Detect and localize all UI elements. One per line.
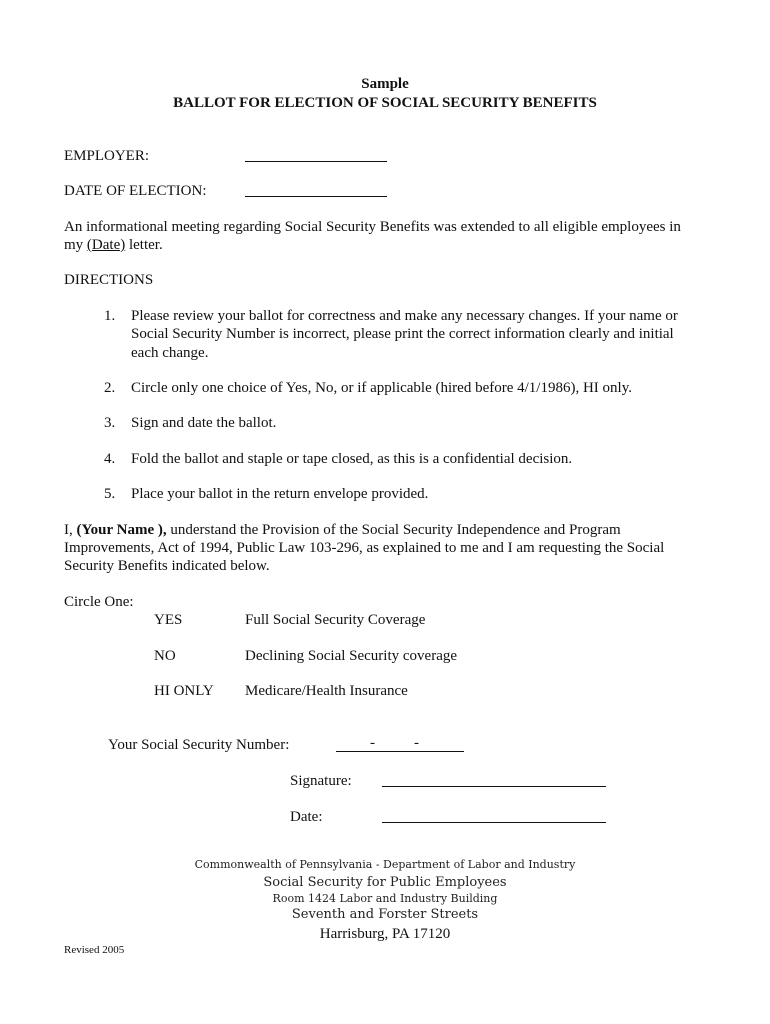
date-of-election-field[interactable] (245, 182, 387, 197)
direction-5-text: Place your ballot in the return envelope provided. (131, 486, 429, 502)
choice-hi-only-description: Medicare/Health Insurance (245, 683, 408, 699)
ssn-dash: - (370, 735, 375, 751)
direction-1-line-1: Please review your ballot for correctness and make any necessary changes. If your name or (131, 308, 678, 324)
direction-number: 2. (104, 380, 116, 396)
statement-i: I, (64, 522, 77, 538)
directions-heading: DIRECTIONS (64, 272, 154, 288)
footer-streets: Seventh and Forster Streets (291, 907, 479, 922)
direction-number: 5. (104, 486, 116, 502)
date-field[interactable] (382, 808, 606, 823)
ssn-label: Your Social Security Number: (108, 737, 290, 753)
ballot-title: BALLOT FOR ELECTION OF SOCIAL SECURITY BENEFITS (173, 95, 597, 111)
intro-line-1: An informational meeting regarding Social Security Benefits was extended to all eligible employees in (64, 219, 681, 235)
choice-yes[interactable]: YES (154, 612, 183, 628)
direction-number: 4. (104, 451, 116, 467)
choice-no-description: Declining Social Security coverage (245, 648, 458, 664)
intro-line-2-post: letter. (125, 237, 163, 253)
footer-program: Social Security for Public Employees (263, 875, 507, 890)
signature-field[interactable] (382, 772, 606, 787)
choice-hi-only[interactable]: HI ONLY (154, 683, 214, 699)
intro-date-placeholder: (Date) (86, 237, 126, 253)
choice-no[interactable]: NO (154, 648, 176, 664)
employer-field[interactable] (245, 147, 387, 162)
employer-label: EMPLOYER: (64, 148, 150, 164)
intro-line-2-pre: my (64, 237, 87, 253)
choice-yes-description: Full Social Security Coverage (245, 612, 426, 628)
signature-label: Signature: (290, 773, 352, 789)
direction-4-text: Fold the ballot and staple or tape closed, as this is a confidential decision. (131, 451, 573, 467)
direction-1-line-3: each change. (131, 345, 209, 361)
ssn-dash: - (414, 735, 419, 751)
your-name-placeholder: (Your Name ), (76, 522, 167, 538)
date-label: Date: (290, 809, 323, 825)
statement-line-3: Security Benefits indicated below. (64, 558, 270, 574)
statement-line-2: Improvements, Act of 1994, Public Law 103-296, as explained to me and I am requesting the Social (64, 540, 665, 556)
direction-number: 3. (104, 415, 116, 431)
statement-line-1-rest: understand the Provision of the Social Security Independence and Program (166, 522, 621, 538)
sample-heading: Sample (361, 76, 409, 92)
ssn-field[interactable] (336, 736, 464, 752)
intro-line-2 (64, 236, 163, 255)
direction-2-text: Circle only one choice of Yes, No, or if applicable (hired before 4/1/1986), HI only. (131, 380, 632, 396)
footer-department: Commonwealth of Pennsylvania - Department of Labor and Industry (194, 858, 576, 871)
circle-one-label: Circle One: (64, 594, 134, 610)
direction-number: 1. (104, 308, 116, 324)
revised-note: Revised 2005 (64, 944, 125, 956)
footer-city: Harrisburg, PA 17120 (319, 926, 451, 942)
direction-1-line-2: Social Security Number is incorrect, please print the correct information clearly and initial (131, 326, 674, 342)
date-of-election-label: DATE OF ELECTION: (64, 183, 207, 199)
footer-room: Room 1424 Labor and Industry Building (272, 892, 498, 905)
direction-3-text: Sign and date the ballot. (131, 415, 277, 431)
statement-line-1 (64, 521, 621, 540)
